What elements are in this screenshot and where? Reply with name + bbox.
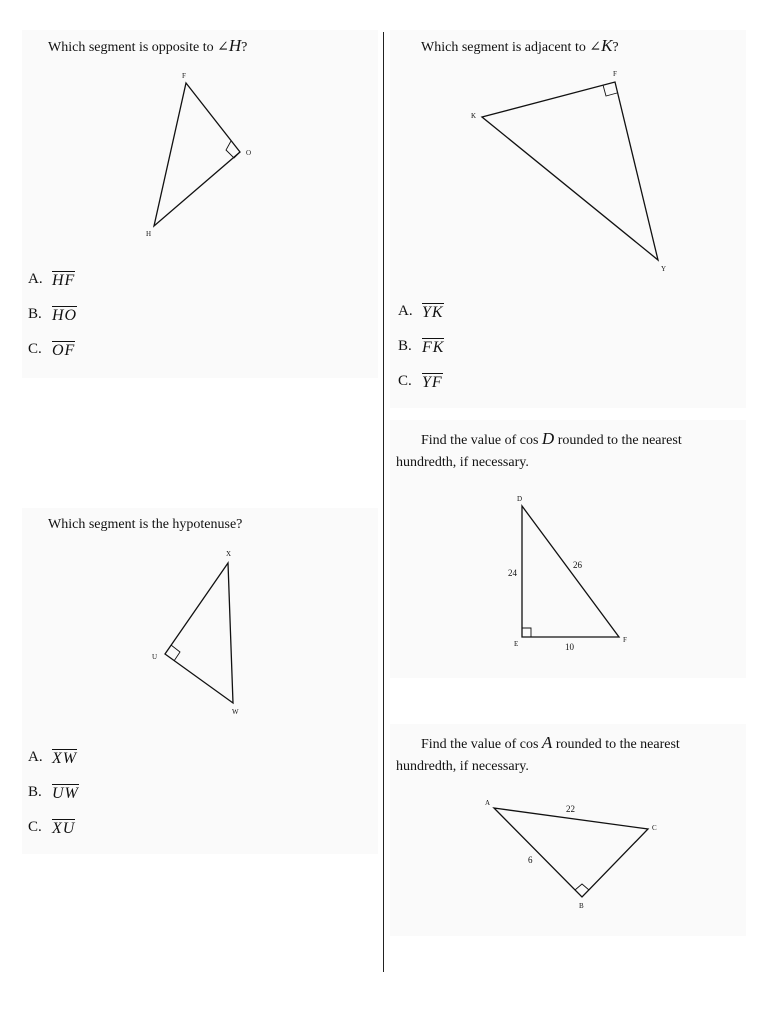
vertex-f: F (613, 70, 617, 78)
vertex-k: K (471, 112, 477, 120)
choice-c[interactable]: C. XU (28, 819, 76, 837)
vertex-y: Y (661, 265, 667, 273)
choice-b[interactable]: B. UW (28, 784, 79, 802)
angle-label: D (541, 429, 555, 448)
vertex-u: U (152, 653, 158, 661)
choice-a[interactable]: A. XW (28, 749, 78, 767)
vertex-a: A (485, 799, 491, 807)
vertex-e: E (514, 640, 519, 648)
segment-label: FK (422, 339, 445, 356)
question-5-prompt: Find the value of cos A rounded to the nearest hundredth, if necessary. (396, 733, 680, 774)
choice-a[interactable]: A. HF (28, 271, 76, 289)
question-2-prompt: Which segment is adjacent to ∠K? (421, 36, 619, 55)
vertex-f: F (623, 636, 627, 644)
vertex-o: O (246, 149, 252, 157)
angle-label: A (541, 733, 553, 752)
segment-label: YF (422, 374, 443, 391)
length-df: 26 (573, 560, 582, 570)
segment-label: UW (52, 785, 79, 802)
segment-label: HO (52, 307, 78, 324)
length-de: 24 (508, 568, 517, 578)
choice-b[interactable]: B. FK (398, 338, 445, 356)
angle-label: H (228, 36, 242, 55)
question-3-prompt: Which segment is the hypotenuse? (48, 517, 243, 532)
segment-label: OF (52, 342, 76, 359)
segment-label: XW (52, 750, 78, 767)
segment-label: HF (52, 272, 76, 289)
choice-c[interactable]: C. YF (398, 373, 443, 391)
choice-b[interactable]: B. HO (28, 306, 78, 324)
vertex-d: D (517, 495, 523, 503)
question-1-prompt: Which segment is opposite to ∠H? (48, 36, 248, 55)
choice-c[interactable]: C. OF (28, 341, 76, 359)
length-ab: 6 (528, 855, 533, 865)
vertex-c: C (652, 824, 657, 832)
choice-a[interactable]: A. YK (398, 303, 444, 321)
vertex-x: X (226, 550, 232, 558)
length-ef: 10 (565, 642, 574, 652)
vertex-w: W (232, 708, 239, 716)
vertex-h: H (146, 230, 152, 238)
segment-label: XU (52, 820, 76, 837)
segment-label: YK (422, 304, 444, 321)
vertex-b: B (579, 902, 584, 910)
question-4-prompt: Find the value of cos D rounded to the nearest hundredth, if necessary. (396, 429, 682, 470)
vertex-f: F (182, 72, 186, 80)
length-ac: 22 (566, 804, 575, 814)
angle-label: K (601, 36, 613, 55)
